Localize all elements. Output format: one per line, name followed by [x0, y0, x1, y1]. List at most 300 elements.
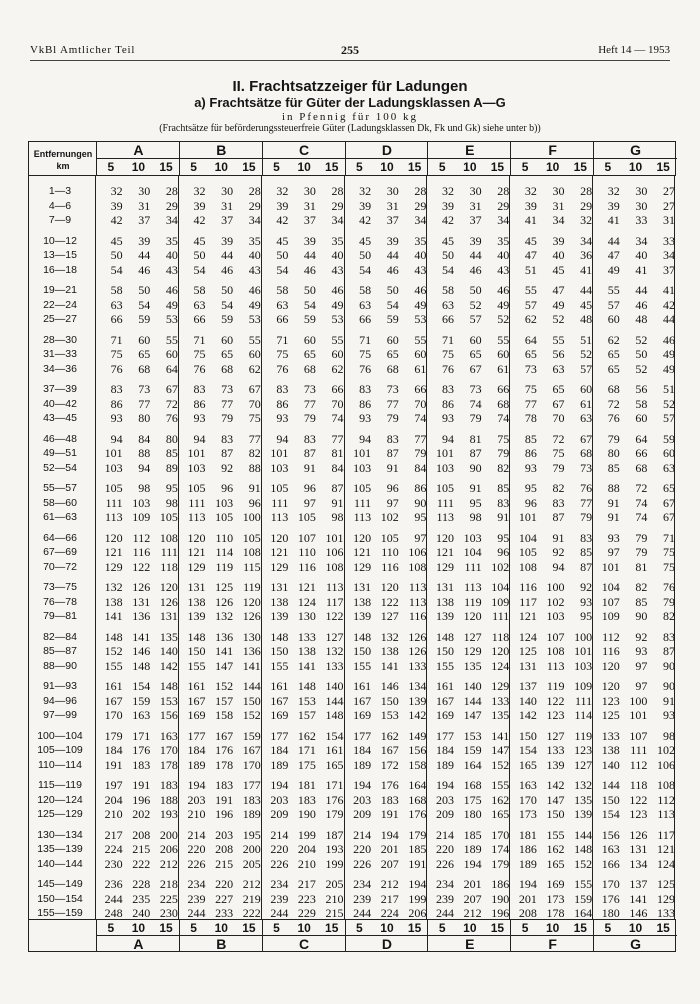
rate-cell: 35	[497, 233, 510, 248]
rate-cell: 93	[193, 411, 206, 425]
rate-cell: 120	[270, 530, 289, 545]
rate-cell: 177	[353, 728, 372, 743]
rate-cell: 40	[165, 248, 178, 262]
rate-cell: 34	[662, 248, 675, 262]
table-row	[28, 461, 676, 476]
rate-cell: 190	[297, 807, 316, 821]
header-subcol-e-10: 10	[463, 160, 477, 174]
rate-cell: 132	[574, 778, 593, 792]
rate-cell: 46	[248, 283, 261, 297]
rate-cell: 107	[629, 728, 648, 743]
rate-cell: 171	[297, 743, 316, 757]
rate-cell: 148	[574, 842, 593, 856]
rate-cell: 50	[276, 248, 289, 262]
rate-cell: 54	[221, 297, 234, 312]
rate-cell: 66	[442, 312, 455, 326]
rate-cell: 79	[386, 411, 399, 425]
rate-cell: 157	[215, 693, 234, 708]
table-row	[28, 397, 676, 412]
km-range: 61—63	[43, 511, 77, 523]
rate-cell: 205	[242, 856, 261, 871]
rate-cell: 45	[580, 297, 593, 312]
rate-cell: 194	[270, 778, 289, 792]
rate-cell: 133	[546, 743, 565, 757]
rate-cell: 93	[607, 530, 620, 545]
rate-cell: 57	[662, 411, 675, 425]
rate-cell: 148	[436, 629, 455, 644]
rate-cell: 94	[359, 431, 372, 446]
rate-cell: 108	[546, 644, 565, 658]
note-line: (Frachtsätze für beförderungssteuerfreie Güter (Ladungsklassen Dk, Fk und Gk) siehe unter b))	[159, 123, 541, 134]
rate-cell: 170	[518, 792, 537, 807]
rate-cell: 46	[469, 262, 482, 277]
rate-cell: 65	[662, 481, 675, 495]
rate-cell: 35	[414, 233, 427, 248]
table-row	[28, 213, 676, 228]
rate-cell: 142	[159, 658, 178, 673]
km-range: 91—93	[43, 680, 77, 692]
rate-cell: 184	[104, 743, 123, 757]
table-row	[28, 248, 676, 263]
rate-cell: 239	[353, 891, 372, 906]
rate-cell: 101	[187, 446, 206, 460]
rate-cell: 33	[635, 213, 648, 227]
rate-cell: 91	[331, 495, 344, 510]
rate-cell: 53	[414, 312, 427, 326]
rate-cell: 107	[297, 530, 316, 545]
rate-cell: 76	[110, 361, 123, 376]
rate-cell: 117	[325, 594, 344, 609]
rate-cell: 73	[386, 382, 399, 396]
rate-cell: 60	[414, 347, 427, 361]
rate-cell: 152	[104, 644, 123, 658]
rate-cell: 235	[132, 891, 151, 906]
rate-cell: 96	[386, 481, 399, 495]
row-group	[28, 234, 676, 279]
rate-cell: 60	[303, 332, 316, 347]
rate-cell: 76	[580, 481, 593, 495]
rate-cell: 96	[497, 545, 510, 559]
rate-cell: 190	[491, 891, 510, 906]
rate-cell: 87	[580, 559, 593, 574]
rate-cell: 154	[601, 807, 620, 821]
rate-cell: 65	[469, 347, 482, 361]
rate-cell: 46	[303, 262, 316, 277]
rate-cell: 122	[546, 693, 565, 708]
rate-cell: 158	[215, 708, 234, 722]
km-range: 145—149	[37, 878, 83, 890]
rate-cell: 50	[193, 248, 206, 262]
rate-cell: 30	[552, 184, 565, 198]
rate-cell: 194	[353, 778, 372, 792]
rate-cell: 74	[635, 510, 648, 524]
km-range: 46—48	[43, 432, 77, 445]
km-range: 64—66	[43, 531, 77, 544]
rate-cell: 169	[353, 708, 372, 722]
rate-cell: 169	[436, 708, 455, 722]
rate-cell: 54	[386, 297, 399, 312]
rate-cell: 58	[276, 283, 289, 297]
rate-cell: 105	[215, 510, 234, 524]
page-number: 255	[341, 43, 359, 57]
rate-cell: 104	[491, 580, 510, 594]
rate-cell: 107	[546, 629, 565, 644]
header-subcol-b-15: 15	[242, 160, 256, 174]
rate-cell: 121	[518, 609, 537, 623]
rate-cell: 98	[662, 728, 675, 743]
rate-cell: 226	[353, 856, 372, 871]
table-row	[28, 694, 676, 709]
rate-cell: 72	[607, 396, 620, 411]
rate-cell: 75	[442, 347, 455, 361]
rate-cell: 52	[497, 312, 510, 326]
rate-cell: 28	[248, 184, 261, 198]
rate-cell: 110	[215, 530, 234, 545]
rate-cell: 29	[497, 198, 510, 213]
rate-cell: 42	[442, 213, 455, 227]
rate-cell: 94	[276, 431, 289, 446]
rate-cell: 141	[297, 658, 316, 673]
footer-subcol-d-5: 5	[356, 921, 363, 935]
sub-title: a) Frachtsätze für Güter der Ladungsklassen A—G	[194, 95, 506, 110]
km-range: 28—30	[43, 333, 77, 346]
rate-cell: 191	[408, 856, 427, 871]
rate-cell: 133	[601, 728, 620, 743]
rate-cell: 94	[442, 431, 455, 446]
table-row	[28, 283, 676, 298]
rate-cell: 214	[436, 827, 455, 842]
rate-cell: 34	[497, 213, 510, 227]
rate-cell: 91	[386, 460, 399, 475]
rate-cell: 73	[524, 361, 537, 376]
rate-cell: 126	[159, 594, 178, 609]
rate-cell: 66	[276, 312, 289, 326]
rate-cell: 46	[497, 283, 510, 297]
rate-cell: 55	[524, 283, 537, 297]
rate-cell: 229	[297, 906, 316, 920]
rate-cell: 129	[436, 559, 455, 574]
rate-cell: 68	[138, 361, 151, 376]
rate-cell: 132	[104, 580, 123, 594]
rate-cell: 46	[635, 297, 648, 312]
rate-cell: 131	[132, 594, 151, 609]
rate-cell: 84	[414, 460, 427, 475]
rate-cell: 193	[159, 807, 178, 821]
rate-cell: 119	[243, 580, 261, 594]
rate-cell: 138	[353, 594, 372, 609]
rate-cell: 75	[662, 545, 675, 559]
rate-cell: 59	[303, 312, 316, 326]
rate-cell: 197	[104, 778, 123, 792]
km-range: 76—78	[43, 595, 77, 608]
rate-cell: 138	[187, 594, 206, 609]
rate-cell: 163	[132, 708, 151, 722]
rate-cell: 189	[270, 757, 289, 772]
header-subcol-d-5: 5	[356, 160, 363, 174]
rate-cell: 82	[662, 609, 675, 623]
rate-cell: 54	[442, 262, 455, 277]
rate-cell: 63	[359, 297, 372, 312]
table-row	[28, 333, 676, 348]
rate-cell: 67	[165, 382, 178, 396]
rate-cell: 138	[380, 644, 399, 658]
rate-cell: 131	[629, 842, 648, 856]
rate-cell: 103	[215, 495, 234, 510]
rate-cell: 122	[380, 594, 399, 609]
rate-cell: 141	[629, 891, 648, 906]
rate-cell: 39	[524, 198, 537, 213]
rate-cell: 126	[215, 594, 234, 609]
rate-cell: 63	[276, 297, 289, 312]
rate-cell: 208	[132, 827, 151, 842]
rate-cell: 179	[491, 856, 510, 871]
rate-cell: 159	[242, 728, 261, 743]
rate-cell: 91	[607, 495, 620, 510]
rate-cell: 161	[325, 743, 344, 757]
km-range: 1—3	[48, 185, 72, 197]
rate-cell: 40	[552, 248, 565, 262]
rate-cell: 240	[132, 906, 151, 920]
rate-cell: 66	[331, 382, 344, 396]
rate-cell: 60	[165, 347, 178, 361]
rate-cell: 77	[414, 431, 427, 446]
rate-cell: 52	[552, 312, 565, 326]
rate-cell: 168	[463, 778, 482, 792]
rate-cell: 68	[607, 382, 620, 396]
header-subcol-f-10: 10	[545, 160, 560, 174]
rate-cell: 120	[491, 644, 510, 658]
footer-subcol-c-10: 10	[297, 921, 311, 935]
rate-cell: 212	[463, 906, 482, 920]
rate-cell: 54	[303, 297, 316, 312]
rate-cell: 101	[353, 446, 372, 460]
rate-cell: 178	[215, 757, 234, 772]
table-row	[28, 630, 676, 645]
rate-cell: 103	[546, 609, 565, 623]
rate-cell: 140	[518, 693, 537, 708]
rate-cell: 46	[138, 262, 151, 277]
rate-cell: 103	[463, 530, 482, 545]
rate-cell: 127	[325, 629, 344, 644]
rate-cell: 29	[414, 198, 427, 213]
rate-cell: 42	[110, 213, 123, 227]
rate-cell: 90	[469, 460, 482, 475]
rate-cell: 28	[497, 184, 510, 198]
rate-cell: 248	[104, 906, 123, 920]
rate-cell: 43	[414, 262, 427, 277]
rate-cell: 111	[574, 693, 593, 708]
rate-cell: 105	[436, 481, 455, 495]
rate-cell: 110	[298, 545, 316, 559]
rate-cell: 87	[552, 510, 565, 524]
rate-cell: 109	[574, 679, 593, 693]
rate-cell: 144	[601, 778, 620, 792]
rate-cell: 167	[242, 743, 261, 757]
rate-cell: 176	[601, 891, 620, 906]
rate-cell: 55	[331, 332, 344, 347]
rate-cell: 113	[436, 510, 455, 524]
rate-cell: 75	[552, 446, 565, 460]
rate-cell: 117	[657, 827, 675, 842]
rate-cell: 32	[524, 184, 537, 198]
rate-cell: 165	[518, 757, 537, 772]
rate-cell: 183	[297, 792, 316, 807]
rate-cell: 204	[297, 842, 316, 856]
rate-cell: 34	[331, 213, 344, 227]
rate-cell: 127	[380, 609, 399, 623]
footer-class-a: A	[133, 936, 144, 952]
rate-cell: 30	[221, 184, 234, 198]
rate-cell: 121	[656, 842, 675, 856]
table-row	[28, 758, 676, 773]
rate-cell: 93	[635, 644, 648, 658]
rate-cell: 74	[497, 411, 510, 425]
table-row	[28, 778, 676, 793]
rate-cell: 147	[215, 658, 234, 673]
footer-class-e: E	[465, 936, 475, 952]
rate-cell: 97	[303, 495, 316, 510]
rate-cell: 65	[386, 347, 399, 361]
rate-cell: 45	[442, 233, 455, 248]
rate-cell: 203	[270, 792, 289, 807]
rate-cell: 196	[491, 906, 510, 920]
rate-cell: 199	[408, 891, 427, 906]
rate-cell: 75	[524, 382, 537, 396]
rate-cell: 96	[524, 495, 537, 510]
page-header	[30, 44, 670, 61]
rate-cell: 209	[353, 807, 372, 821]
footer-subcol-c-15: 15	[325, 921, 339, 935]
rate-cell: 112	[602, 629, 620, 644]
rate-cell: 63	[662, 460, 675, 475]
rate-cell: 64	[165, 361, 178, 376]
rate-cell: 47	[524, 248, 537, 262]
rate-cell: 103	[132, 495, 151, 510]
rate-cell: 116	[298, 559, 316, 574]
rate-cell: 90	[635, 609, 648, 623]
rate-cell: 73	[580, 460, 593, 475]
rate-cell: 148	[187, 629, 206, 644]
rate-cell: 43	[248, 262, 261, 277]
rate-cell: 244	[353, 906, 372, 920]
rate-cell: 189	[242, 807, 261, 821]
rate-cell: 72	[165, 396, 178, 411]
rate-cell: 60	[469, 332, 482, 347]
rate-cell: 34	[552, 213, 565, 227]
rate-cell: 58	[442, 283, 455, 297]
rate-cell: 210	[325, 891, 344, 906]
rate-cell: 71	[110, 332, 123, 347]
rate-cell: 86	[276, 396, 289, 411]
rate-cell: 184	[187, 743, 206, 757]
rate-cell: 52	[635, 361, 648, 376]
rate-cell: 184	[353, 743, 372, 757]
rate-cell: 131	[159, 609, 178, 623]
km-header-unit: km	[56, 161, 70, 171]
rate-cell: 124	[491, 658, 510, 673]
rate-cell: 85	[497, 481, 510, 495]
rate-cell: 113	[105, 510, 123, 524]
table-row	[28, 892, 676, 907]
km-range: 155—159	[37, 907, 83, 919]
km-header-label: Entfernungen	[33, 149, 93, 159]
rate-cell: 212	[242, 877, 261, 891]
rate-cell: 95	[165, 481, 178, 495]
rate-cell: 91	[469, 481, 482, 495]
rate-cell: 154	[325, 728, 344, 743]
footer-subcol-d-10: 10	[380, 921, 394, 935]
rate-cell: 77	[386, 396, 399, 411]
rate-cell: 150	[242, 693, 261, 708]
rate-cell: 102	[546, 594, 565, 609]
rate-cell: 66	[359, 312, 372, 326]
rate-cell: 138	[436, 594, 455, 609]
rate-cell: 189	[463, 842, 482, 856]
footer-subcol-f-5: 5	[521, 921, 529, 935]
rate-cell: 138	[297, 644, 316, 658]
rate-cell: 68	[580, 446, 593, 460]
rate-cell: 208	[518, 906, 537, 920]
rate-cell: 118	[491, 629, 510, 644]
rate-cell: 75	[276, 347, 289, 361]
rate-cell: 44	[607, 233, 620, 248]
rate-cell: 49	[248, 297, 261, 312]
rate-cell: 49	[165, 297, 178, 312]
rate-cell: 203	[353, 792, 372, 807]
rate-cell: 155	[270, 658, 289, 673]
header-subcol-g-10: 10	[628, 160, 643, 174]
rate-cell: 167	[353, 693, 372, 708]
rate-cell: 137	[629, 877, 648, 891]
table-row	[28, 609, 676, 624]
rate-cell: 28	[414, 184, 427, 198]
km-range: 100—104	[37, 729, 83, 742]
rate-cell: 153	[463, 728, 482, 743]
rate-cell: 91	[497, 510, 510, 524]
rate-cell: 173	[546, 891, 565, 906]
rate-cell: 63	[552, 361, 565, 376]
rate-cell: 30	[469, 184, 482, 198]
rate-cell: 98	[469, 510, 482, 524]
rate-cell: 146	[629, 906, 648, 920]
rate-cell: 86	[524, 446, 537, 460]
rate-cell: 181	[518, 827, 537, 842]
rate-cell: 80	[165, 431, 178, 446]
rate-cell: 125	[656, 877, 675, 891]
rate-cell: 44	[469, 248, 482, 262]
rate-cell: 156	[408, 743, 427, 757]
rate-cell: 60	[607, 312, 620, 326]
km-range: 43—45	[43, 412, 77, 424]
rate-cell: 90	[414, 495, 427, 510]
header-class-e: E	[465, 142, 475, 158]
rate-cell: 56	[635, 382, 648, 396]
main-title: II. Frachtsatzzeiger für Ladungen	[232, 78, 468, 95]
rate-cell: 44	[580, 283, 593, 297]
rate-cell: 181	[297, 778, 316, 792]
rate-cell: 32	[580, 213, 593, 227]
rate-cell: 105	[353, 481, 372, 495]
rate-cell: 63	[442, 297, 455, 312]
rate-cell: 133	[325, 658, 344, 673]
rate-cell: 161	[187, 679, 206, 693]
km-range: 73—75	[43, 581, 77, 593]
rate-cell: 131	[270, 580, 289, 594]
rate-cell: 111	[188, 495, 206, 510]
rate-cell: 43	[331, 262, 344, 277]
rate-cell: 111	[354, 495, 372, 510]
rate-cell: 77	[331, 431, 344, 446]
